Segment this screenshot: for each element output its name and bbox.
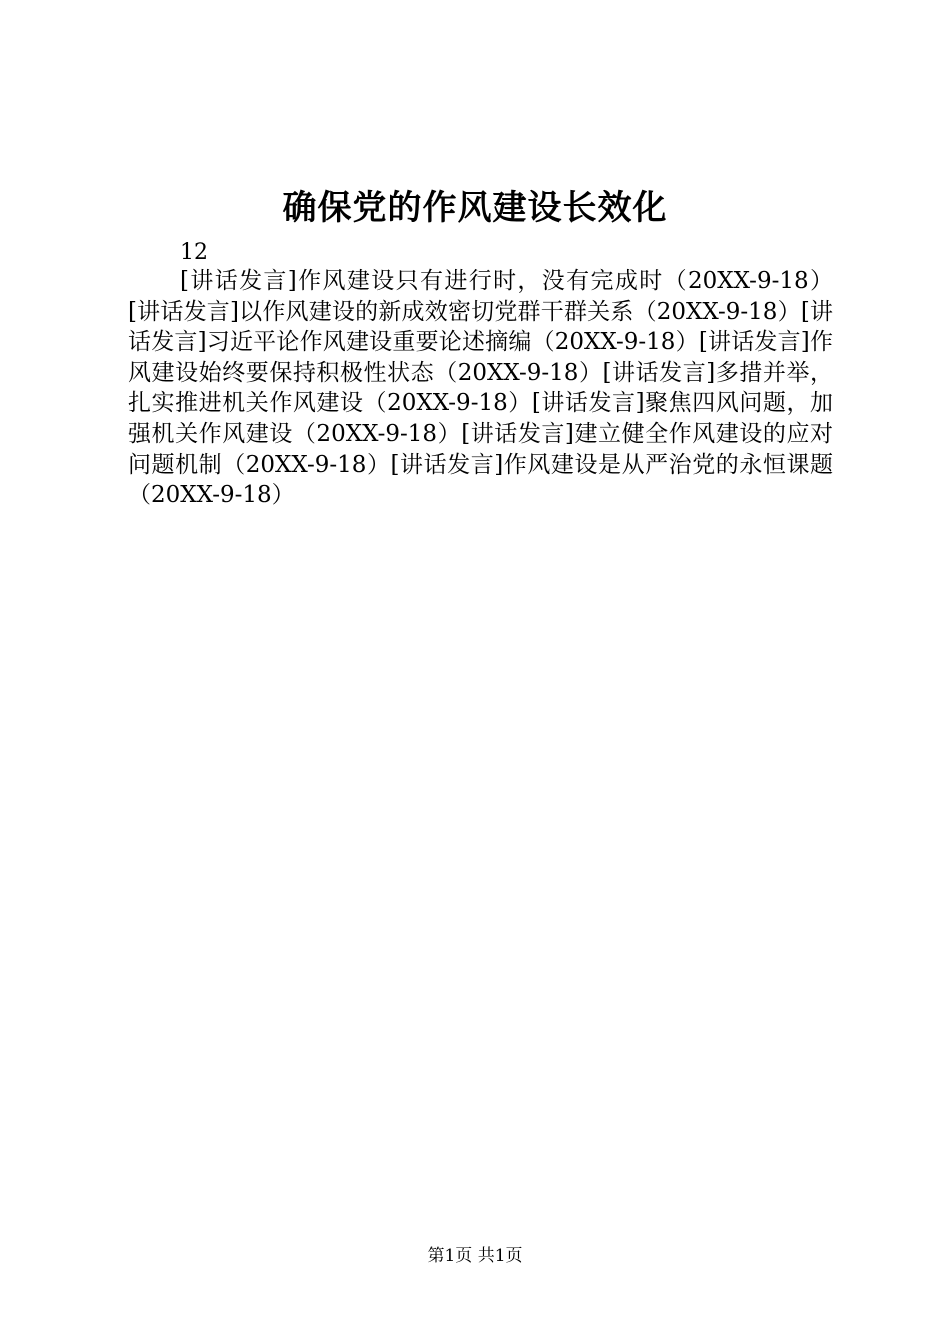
- document-title: 确保党的作风建设长效化: [282, 188, 668, 228]
- entry: [讲话发言]作风建设始终要保持积极性状态（20XX-9-18）: [128, 329, 833, 386]
- entry: [讲话发言]建立健全作风建设的应对问题机制（20XX-9-18）: [128, 420, 833, 478]
- entry: [讲话发言]多措并举，扎实推进机关作风建设（20XX-9-18）: [128, 359, 834, 417]
- entry: [讲话发言]习近平论作风建设重要论述摘编（20XX-9-18）: [128, 298, 833, 356]
- document-number: 12: [180, 240, 208, 265]
- entry: [讲话发言]以作风建设的新成效密切党群干群关系（20XX-9-18）: [128, 298, 801, 325]
- entry: [讲话发言]聚焦四风问题，加强机关作风建设（20XX-9-18）: [128, 390, 833, 447]
- document-body: [128, 266, 833, 511]
- entry: [讲话发言]作风建设是从严治党的永恒课题（20XX-9-18）: [128, 451, 834, 509]
- page-footer: 第1页 共1页: [427, 1246, 523, 1266]
- entry: [讲话发言]作风建设只有进行时，没有完成时（20XX-9-18）: [180, 268, 833, 294]
